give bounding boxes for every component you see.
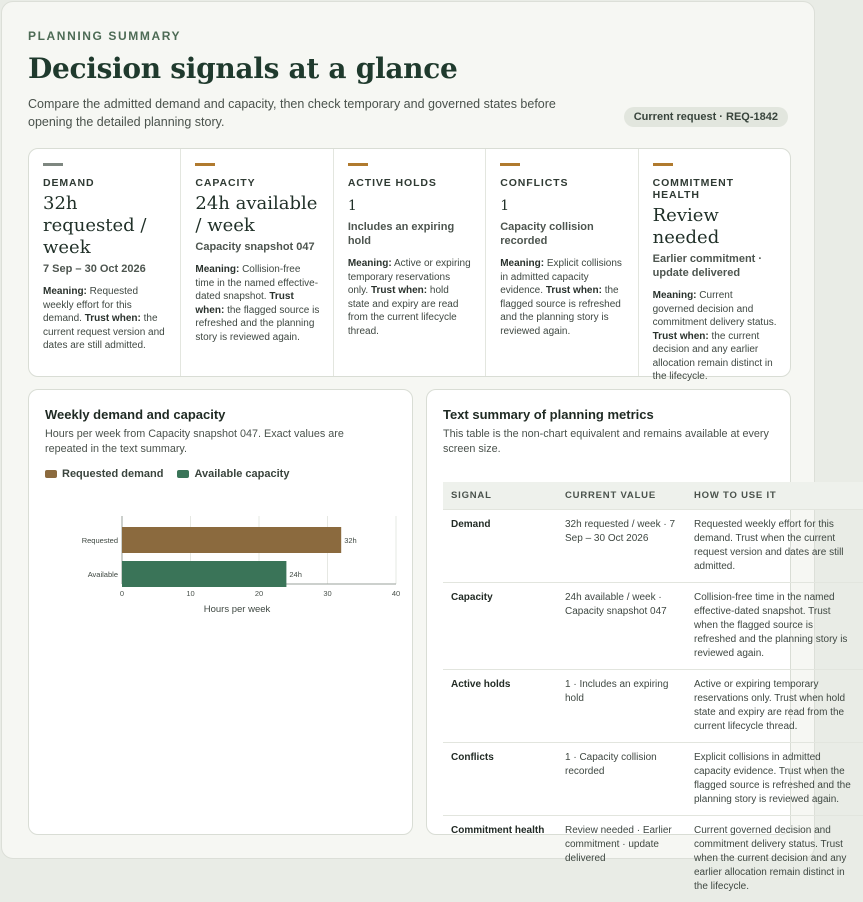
signal-demand	[29, 149, 181, 376]
trust-text: the flagged source is refreshed and the planning story is reviewed again.	[195, 305, 319, 343]
bar	[122, 561, 286, 587]
table-cell: Conflicts	[443, 743, 557, 816]
signal-accent	[348, 163, 368, 166]
signal-label: DEMAND	[43, 177, 167, 189]
data-label: 32h	[344, 536, 357, 545]
table-row	[443, 816, 863, 902]
planning-summary-page	[1, 1, 815, 859]
signal-description	[500, 257, 624, 338]
signal-label: CAPACITY	[195, 177, 319, 189]
legend-label: Available capacity	[194, 468, 289, 480]
table-cell: Commitment health	[443, 816, 557, 902]
signal-sub: Earlier commitment · update delivered	[653, 252, 777, 280]
table-header-row	[443, 482, 863, 510]
page-title: Decision signals at a glance	[28, 52, 457, 85]
signal-label: COMMITMENT HEALTH	[653, 177, 777, 201]
x-axis-label: Hours per week	[204, 604, 271, 615]
x-tick-label: 0	[120, 589, 124, 598]
table-card-description: This table is the non-chart equivalent and remains available at every screen size.	[443, 427, 773, 457]
meaning-label: Meaning:	[348, 258, 392, 269]
x-tick-label: 20	[255, 589, 263, 598]
y-tick-label: Available	[88, 570, 118, 579]
signal-accent	[653, 163, 673, 166]
legend-swatch	[177, 470, 189, 478]
signal-sub: Capacity collision recorded	[500, 220, 624, 248]
trust-label: Trust when:	[371, 285, 427, 296]
trust-text: the current decision and any earlier allocation remain distinct in the lifecycle.	[653, 331, 773, 383]
legend-item-requested	[45, 468, 163, 480]
table-cell: Capacity	[443, 583, 557, 670]
signal-accent	[195, 163, 215, 166]
table-cell: Collision-free time in the named effective-dated snapshot. Trust when the flagged source is refreshed and the planning story is reviewed again.	[686, 583, 863, 670]
chart-card-description: Hours per week from Capacity snapshot 047. Exact values are repeated in the text summary.	[45, 427, 375, 457]
signal-description	[43, 285, 167, 353]
signal-description	[653, 289, 777, 384]
chart-card-title: Weekly demand and capacity	[45, 407, 225, 422]
table-cell: Review needed · Earlier commitment · update delivered	[557, 816, 686, 902]
meaning-label: Meaning:	[500, 258, 544, 269]
table-cell: 1 · Capacity collision recorded	[557, 743, 686, 816]
meaning-text: Explicit collisions in admitted capacity evidence.	[500, 258, 622, 296]
metrics-table	[443, 482, 863, 902]
table-cell: Requested weekly effort for this demand. Trust when the current request version and dates are still admitted.	[686, 510, 863, 583]
signal-description	[348, 257, 472, 338]
intro-text: Compare the admitted demand and capacity, then check temporary and governed states before opening the detailed planning story.	[28, 95, 588, 131]
table-cell: Active holds	[443, 670, 557, 743]
table-card	[426, 389, 791, 835]
table-row	[443, 583, 863, 670]
trust-label: Trust when:	[195, 291, 293, 316]
x-tick-label: 10	[186, 589, 194, 598]
signal-value: 32h requested / week	[43, 193, 167, 259]
signal-sub: 7 Sep – 30 Oct 2026	[43, 262, 167, 276]
table-row	[443, 670, 863, 743]
table-row	[443, 510, 863, 583]
table-card-title: Text summary of planning metrics	[443, 407, 654, 422]
signal-description	[195, 263, 319, 344]
legend-item-available	[177, 468, 289, 480]
signal-sub: Includes an expiring hold	[348, 220, 472, 248]
eyebrow: PLANNING SUMMARY	[28, 29, 181, 43]
signal-value: 1	[348, 195, 472, 217]
meaning-text: Requested weekly effort for this demand.	[43, 286, 138, 324]
y-tick-label: Requested	[82, 536, 118, 545]
chart-card	[28, 389, 413, 835]
signal-capacity	[181, 149, 333, 376]
meaning-text: Collision-free time in the named effective-dated snapshot.	[195, 264, 318, 302]
bar	[122, 527, 341, 553]
table-row	[443, 743, 863, 816]
current-request-badge: Current request · REQ-1842	[624, 107, 788, 127]
table-cell: 24h available / week · Capacity snapshot 047	[557, 583, 686, 670]
x-tick-label: 30	[323, 589, 331, 598]
table-cell: Explicit collisions in admitted capacity evidence. Trust when the flagged source is refreshed and the planning story is reviewed again.	[686, 743, 863, 816]
meaning-text: Current governed decision and commitment delivery status.	[653, 290, 777, 328]
signal-label: ACTIVE HOLDS	[348, 177, 472, 189]
table-cell: 32h requested / week · 7 Sep – 30 Oct 2026	[557, 510, 686, 583]
chart-legend	[45, 468, 289, 480]
signal-cards	[28, 148, 791, 377]
signal-accent	[43, 163, 63, 166]
table-cell: Active or expiring temporary reservations only. Trust when hold state and expiry are read from the current lifecycle thread.	[686, 670, 863, 743]
trust-text: the flagged source is refreshed and the planning story is reviewed again.	[500, 285, 621, 337]
signal-value: 1	[500, 195, 624, 217]
trust-text: the current request version and dates are still admitted.	[43, 313, 165, 351]
signal-conflicts	[486, 149, 638, 376]
trust-text: hold state and expiry are read from the current lifecycle thread.	[348, 285, 459, 337]
table-cell: 1 · Includes an expiring hold	[557, 670, 686, 743]
table-scroll-area[interactable]	[443, 482, 775, 902]
meaning-label: Meaning:	[195, 264, 239, 275]
signal-label: CONFLICTS	[500, 177, 624, 189]
data-label: 24h	[289, 570, 302, 579]
signal-value: 24h available / week	[195, 193, 319, 237]
signal-value: Review needed	[653, 205, 777, 249]
signal-accent	[500, 163, 520, 166]
signal-commitment-health	[639, 149, 790, 376]
legend-swatch	[45, 470, 57, 478]
column-header: HOW TO USE IT	[686, 482, 863, 510]
meaning-text: Active or expiring temporary reservations only.	[348, 258, 471, 296]
signal-sub: Capacity snapshot 047	[195, 240, 319, 254]
column-header: CURRENT VALUE	[557, 482, 686, 510]
bar-chart	[45, 500, 397, 630]
legend-label: Requested demand	[62, 468, 163, 480]
meaning-label: Meaning:	[43, 286, 87, 297]
x-tick-label: 40	[392, 589, 400, 598]
trust-label: Trust when:	[653, 331, 709, 342]
signal-active-holds	[334, 149, 486, 376]
table-cell: Current governed decision and commitment delivery status. Trust when the current decision and any earlier allocation remain distinct in the lifecycle.	[686, 816, 863, 902]
table-cell: Demand	[443, 510, 557, 583]
meaning-label: Meaning:	[653, 290, 697, 301]
trust-label: Trust when:	[85, 313, 141, 324]
column-header: SIGNAL	[443, 482, 557, 510]
trust-label: Trust when:	[546, 285, 602, 296]
